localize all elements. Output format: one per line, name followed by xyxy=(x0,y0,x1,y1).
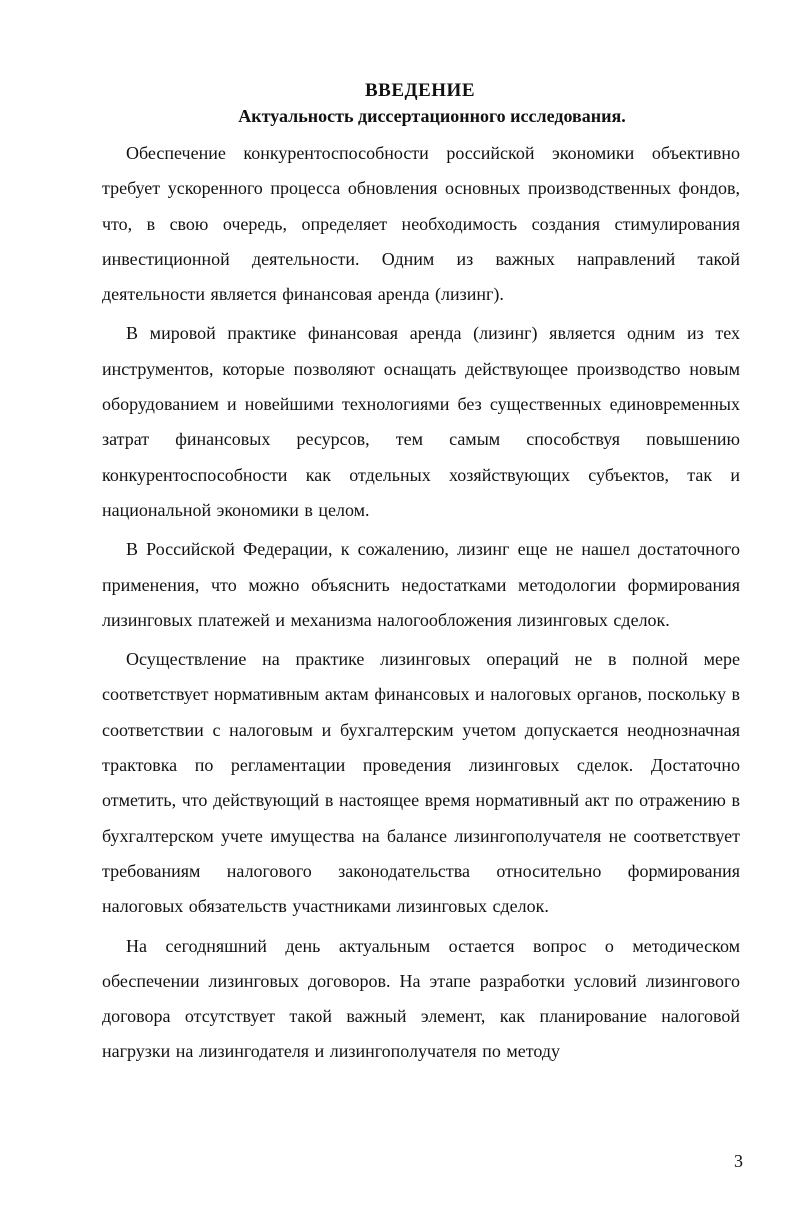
document-subtitle: Актуальность диссертационного исследования. xyxy=(238,106,626,126)
paragraph-2: В мировой практике финансовая аренда (лизинг) является одним из тех инструментов, которые позволяют оснащать действующее производство новым оборудованием и новейшими технологиями без существенных единовременных затрат финансовых ресурсов, тем самым способствуя повышению конкурентоспособности как отдельных хозяйствующих субъектов, так и национальной экономики в целом. xyxy=(102,323,740,520)
paragraph-3: В Российской Федерации, к сожалению, лизинг еще не нашел достаточного применения, что можно объяснить недостатками методологии формирования лизинговых платежей и механизма налогообложения лизинговых сделок. xyxy=(102,539,740,630)
page-number: 3 xyxy=(734,1151,743,1171)
paragraph-1: Обеспечение конкурентоспособности российской экономики объективно требует ускоренного процесса обновления основных производственных фондов, что, в свою очередь, определяет необходимость создания стимулирования инвестиционной деятельности. Одним из важных направлений такой деятельности является финансовая аренда (лизинг). xyxy=(102,143,740,305)
paragraph-5: На сегодняшний день актуальным остается вопрос о методическом обеспечении лизинговых договоров. На этапе разработки условий лизингового договора отсутствует такой важный элемент, как планирование налоговой нагрузки на лизингодателя и лизингополучателя по методу xyxy=(102,935,740,1062)
paragraph-4: Осуществление на практике лизинговых операций не в полной мере соответствует нормативным актам финансовых и налоговых органов, поскольку в соответствии с налоговым и бухгалтерским учетом допускается неоднозначная трактовка по регламентации проведения лизинговых сделок. Достаточно отметить, что действующий в настоящее время нормативный акт по отражению в бухгалтерском учете имущества на балансе лизингополучателя не соответствует требованиям налогового законодательства относительно формирования налоговых обязательств участниками лизинговых сделок. xyxy=(102,649,740,917)
document-title: ВВЕДЕНИЕ xyxy=(365,80,475,101)
document-body xyxy=(102,136,740,1070)
